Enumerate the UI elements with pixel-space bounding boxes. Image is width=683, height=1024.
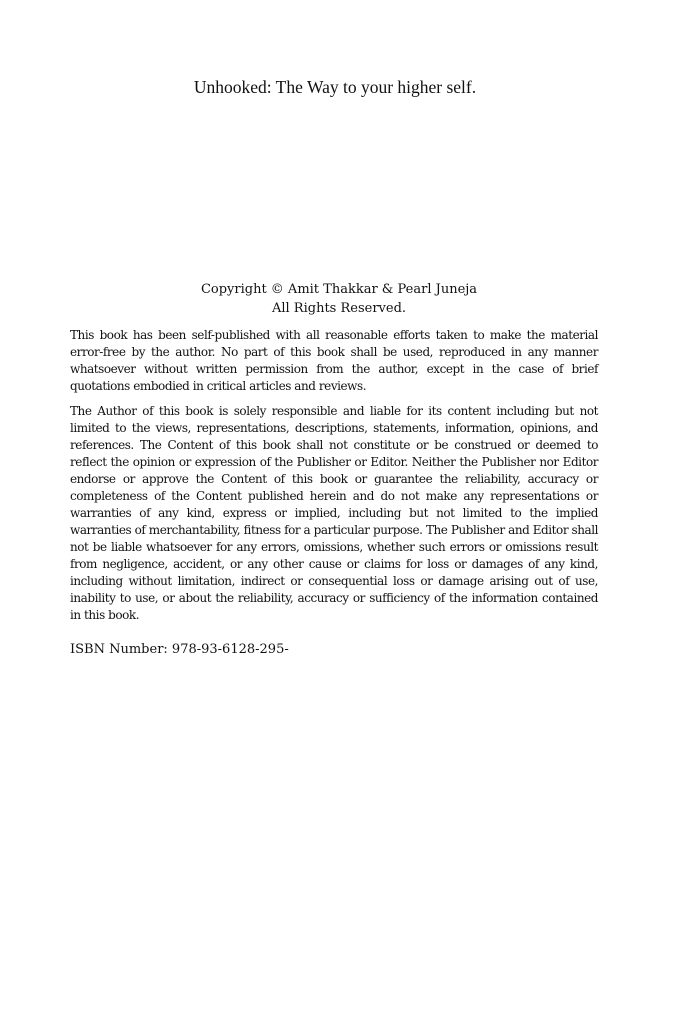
book-title: Unhooked: The Way to your higher self. [193,77,477,97]
isbn-number: ISBN Number: 978-93-6128-295- [70,642,289,657]
self-published-paragraph: This book has been self-published with all reasonable efforts taken to make the material error-free by the author. No part of this book shall be used, reproduced in any manner whatsoever without written permission from the author, except in the case of brief quotations embodied in critical articles and reviews. [70,328,598,393]
disclaimer-paragraph: The Author of this book is solely responsible and liable for its content including but not limited to the views, representations, descriptions, statements, information, opinions, and references. The Content of this book shall not constitute or be construed or deemed to reflect the opinion or expression of the Publisher or Editor. Neither the Publisher nor Editor endorse or approve the Content of this book or guarantee the reliability, accuracy or completeness of the Content published herein and do not make any representations or warranties of any kind, express or implied, including but not limited to the implied warranties of merchantability, fitness for a particular purpose. The Publisher and Editor shall not be liable whatsoever for any errors, omissions, whether such errors or omissions result from negligence, accident, or any other cause or claims for loss or damages of any kind, including without limitation, indirect or consequential loss or damage arising out of use, inability to use, or about the reliability, accuracy or sufficiency of the information contained in this book. [70,404,598,622]
rights-reserved: All Rights Reserved. [271,301,407,316]
copyright-block [70,280,598,659]
copyright-notice: Copyright © Amit Thakkar & Pearl Juneja [200,282,478,297]
